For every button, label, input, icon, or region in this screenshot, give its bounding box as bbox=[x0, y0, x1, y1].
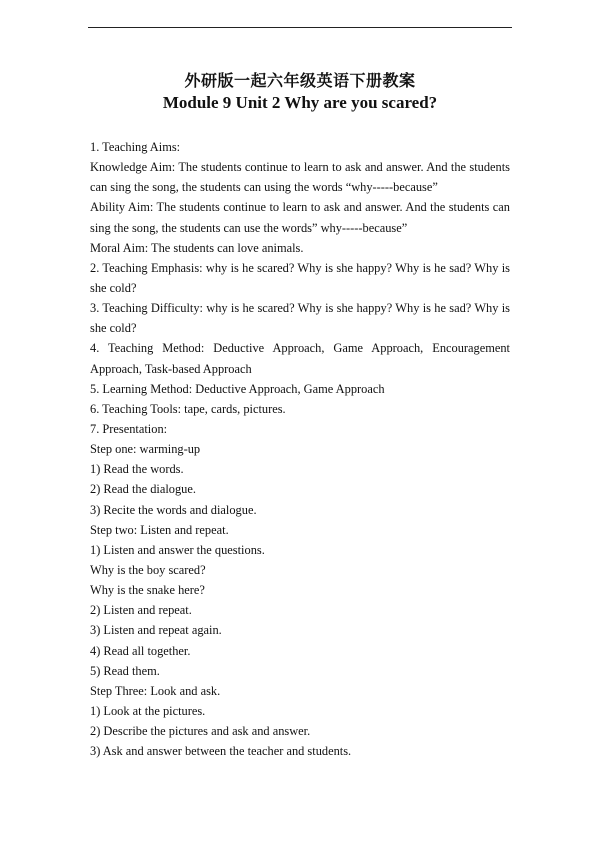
teaching-emphasis-line-2: she cold? bbox=[90, 280, 137, 295]
list-item: 3) Recite the words and dialogue. bbox=[90, 502, 257, 517]
list-item: 2) Read the dialogue. bbox=[90, 482, 196, 497]
teaching-aims-heading: 1. Teaching Aims: bbox=[90, 140, 181, 154]
presentation-heading: 7. Presentation: bbox=[90, 421, 168, 436]
list-item: 2) Describe the pictures and ask and answer. bbox=[90, 724, 311, 739]
step-three-heading: Step Three: Look and ask. bbox=[90, 683, 221, 698]
list-item: 1) Look at the pictures. bbox=[90, 703, 206, 718]
list-item: 1) Read the words. bbox=[90, 462, 184, 477]
ability-aim-line-1: Ability Aim: The students continue to learn to ask and answer. And the students can bbox=[90, 200, 510, 215]
teaching-method-line-2: Approach, Task-based Approach bbox=[90, 361, 252, 376]
teaching-method-line-1: 4. Teaching Method: Deductive Approach, Game Approach, Encouragement bbox=[90, 341, 510, 356]
learning-method: 5. Learning Method: Deductive Approach, Game Approach bbox=[90, 381, 385, 396]
document-title-english: Module 9 Unit 2 Why are you scared? bbox=[162, 93, 438, 112]
knowledge-aim-line-2: can sing the song, the students can using the words “why-----because” bbox=[90, 180, 438, 195]
step-one-heading: Step one: warming-up bbox=[90, 442, 201, 457]
ability-aim-line-2: sing the song, the students can use the words” why-----because” bbox=[90, 220, 408, 235]
moral-aim: Moral Aim: The students can love animals. bbox=[90, 240, 304, 255]
header-rule bbox=[88, 27, 512, 28]
document-title-chinese: 外研版一起六年级英语下册教案 bbox=[184, 71, 416, 90]
knowledge-aim-line-1: Knowledge Aim: The students continue to learn to ask and answer. And the students bbox=[90, 160, 510, 175]
teaching-difficulty-line-1: 3. Teaching Difficulty: why is he scared? Why is she happy? Why is he sad? Why is bbox=[90, 301, 510, 316]
list-item: 3) Ask and answer between the teacher and students. bbox=[90, 744, 352, 759]
list-item: 3) Listen and repeat again. bbox=[90, 623, 222, 638]
question-line: Why is the snake here? bbox=[90, 583, 205, 598]
lesson-plan-body bbox=[90, 137, 510, 761]
question-line: Why is the boy scared? bbox=[90, 562, 206, 577]
teaching-emphasis-line-1: 2. Teaching Emphasis: why is he scared? Why is she happy? Why is he sad? Why is bbox=[90, 260, 510, 275]
teaching-tools: 6. Teaching Tools: tape, cards, pictures. bbox=[90, 401, 286, 416]
list-item: 2) Listen and repeat. bbox=[90, 603, 192, 618]
list-item: 4) Read all together. bbox=[90, 643, 191, 658]
list-item: 1) Listen and answer the questions. bbox=[90, 542, 265, 557]
list-item: 5) Read them. bbox=[90, 663, 160, 678]
step-two-heading: Step two: Listen and repeat. bbox=[90, 522, 229, 537]
teaching-difficulty-line-2: she cold? bbox=[90, 321, 137, 336]
